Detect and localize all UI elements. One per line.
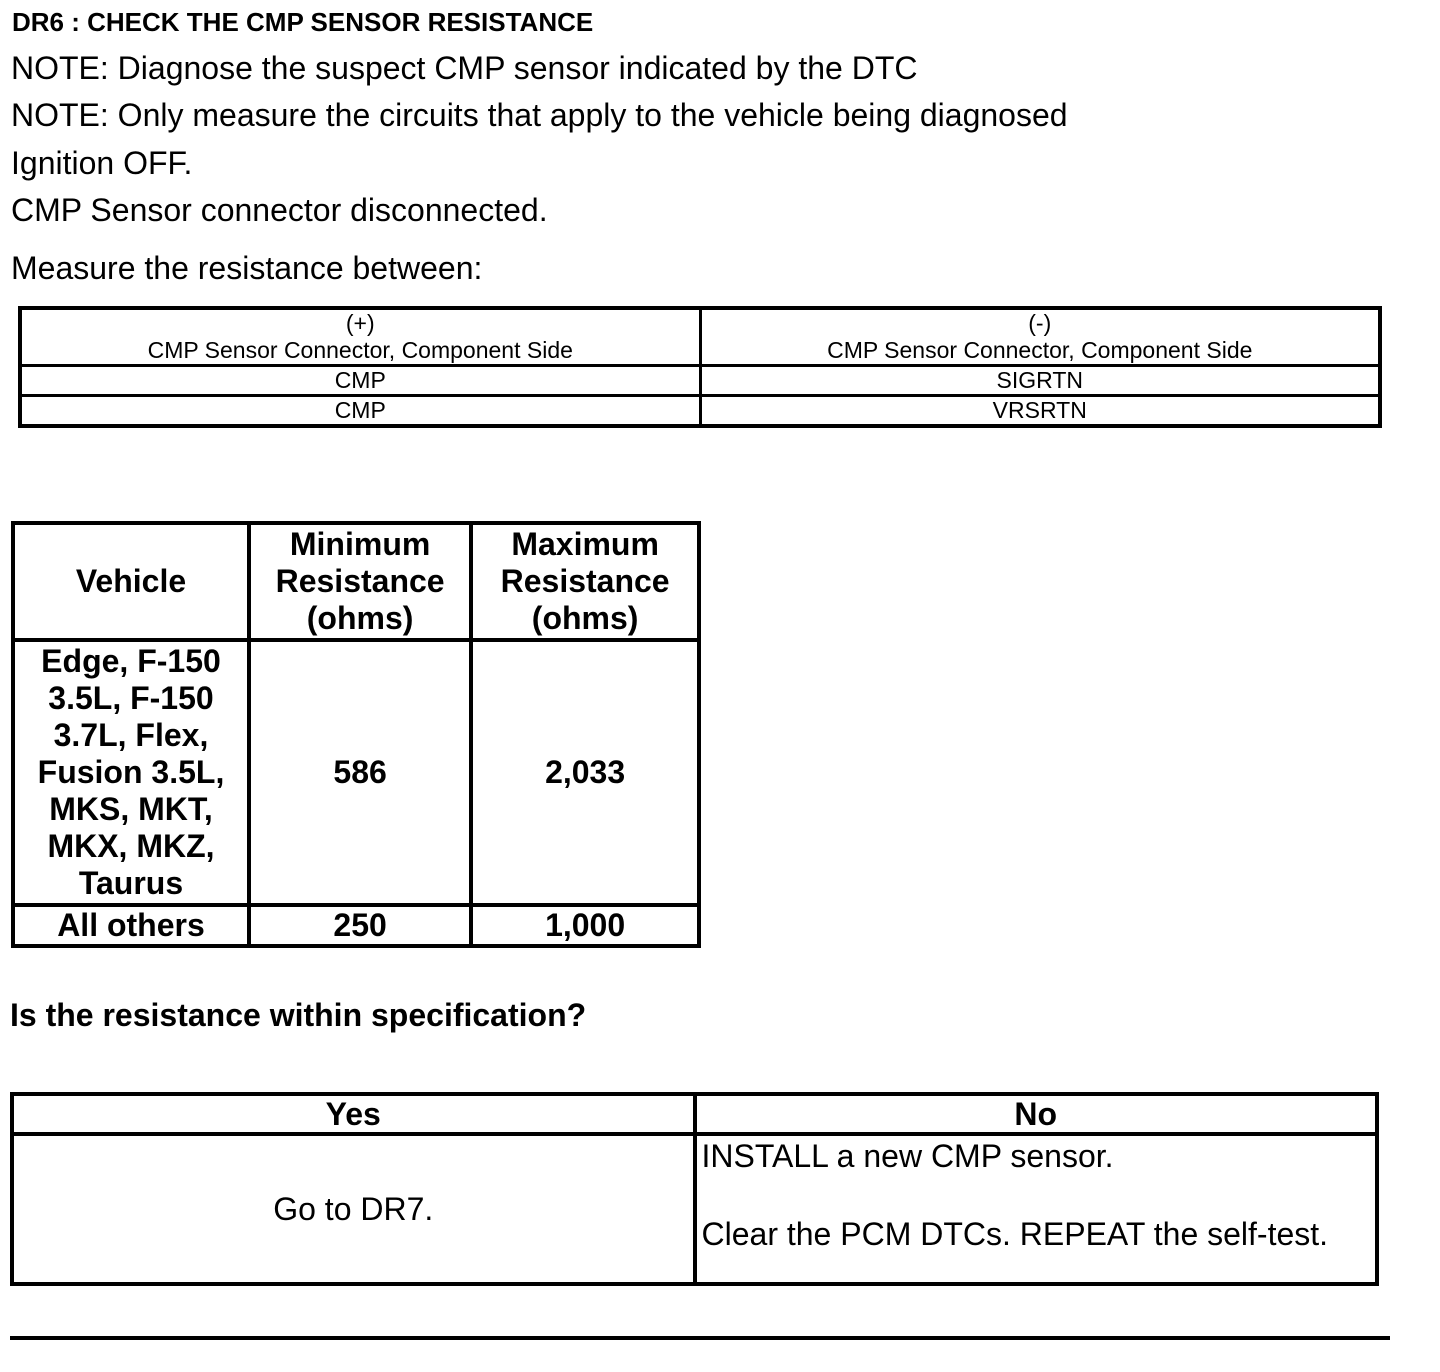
result-table-header xyxy=(12,1094,1377,1134)
table-row xyxy=(13,905,699,946)
no-action-install: INSTALL a new CMP sensor. xyxy=(701,1138,1114,1174)
spec-max-cell: 1,000 xyxy=(471,905,699,946)
table-row xyxy=(12,1134,1377,1284)
positive-label: CMP Sensor Connector, Component Side xyxy=(147,337,573,363)
measure-intro: Measure the resistance between: xyxy=(11,250,483,286)
note-dtc: NOTE: Diagnose the suspect CMP sensor indicated by the DTC xyxy=(11,50,918,86)
table-row xyxy=(13,640,699,905)
step-connector-disconnected: CMP Sensor connector disconnected. xyxy=(11,192,548,228)
bottom-divider xyxy=(10,1336,1390,1340)
spec-header-maximum: Maximum Resistance (ohms) xyxy=(471,523,699,640)
spec-header-minimum: Minimum Resistance (ohms) xyxy=(249,523,471,640)
measure-cell: CMP xyxy=(20,396,700,427)
spec-vehicle-cell: All others xyxy=(13,905,249,946)
result-header-no: No xyxy=(695,1094,1378,1134)
measure-cell: VRSRTN xyxy=(700,396,1380,427)
table-row xyxy=(20,366,1380,396)
spec-table-header xyxy=(13,523,699,640)
measure-header-positive xyxy=(20,308,700,366)
positive-polarity: (+) xyxy=(345,310,375,336)
measure-header-negative xyxy=(700,308,1380,366)
result-header-yes: Yes xyxy=(12,1094,695,1134)
negative-polarity: (-) xyxy=(1028,310,1052,336)
spec-max-cell: 2,033 xyxy=(471,640,699,905)
no-action xyxy=(695,1134,1378,1284)
no-action-clear: Clear the PCM DTCs. REPEAT the self-test. xyxy=(701,1216,1329,1252)
measure-table xyxy=(18,306,1382,428)
step-ignition-off: Ignition OFF. xyxy=(11,145,193,181)
spec-question: Is the resistance within specification? xyxy=(10,997,587,1033)
spec-min-cell: 250 xyxy=(249,905,471,946)
spec-header-vehicle: Vehicle xyxy=(13,523,249,640)
spec-min-cell: 586 xyxy=(249,640,471,905)
no-action-spacer xyxy=(702,1176,1376,1214)
spec-vehicle-cell: Edge, F-150 3.5L, F-150 3.7L, Flex, Fusion 3.5L, MKS, MKT, MKX, MKZ, Taurus xyxy=(13,640,249,905)
measure-cell: SIGRTN xyxy=(700,366,1380,396)
result-table xyxy=(10,1092,1379,1286)
note-circuits: NOTE: Only measure the circuits that apply to the vehicle being diagnosed xyxy=(11,97,1068,133)
table-row xyxy=(20,396,1380,427)
yes-action: Go to DR7. xyxy=(12,1134,695,1284)
spec-table xyxy=(11,521,701,948)
measure-table-header xyxy=(20,308,1380,366)
negative-label: CMP Sensor Connector, Component Side xyxy=(827,337,1253,363)
page-title: DR6 : CHECK THE CMP SENSOR RESISTANCE xyxy=(12,7,594,37)
measure-cell: CMP xyxy=(20,366,700,396)
